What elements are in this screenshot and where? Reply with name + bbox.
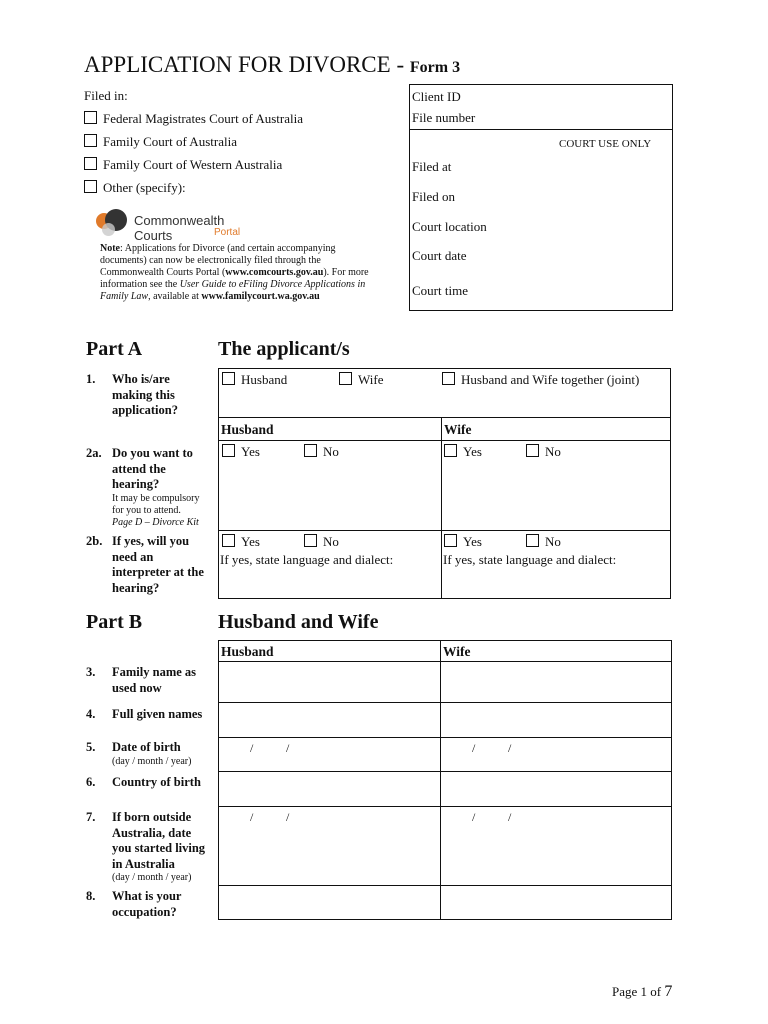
husband-family-name-input[interactable] <box>219 662 439 702</box>
q2a-wife-no[interactable]: No <box>526 444 561 460</box>
filed-on-field[interactable]: Filed on <box>412 189 455 204</box>
checkbox[interactable] <box>84 134 97 147</box>
court-use-only-label: COURT USE ONLY <box>559 138 652 150</box>
checkbox[interactable] <box>84 157 97 170</box>
husband-country-of-birth-input[interactable] <box>219 772 439 806</box>
checkbox[interactable] <box>222 534 235 547</box>
q5-question: Date of birth (day / month / year) <box>112 740 192 767</box>
date-separator: / <box>508 741 512 755</box>
checkbox[interactable] <box>84 180 97 193</box>
court-date-field[interactable]: Court date <box>412 248 467 263</box>
filed-in-label: Filed in: <box>84 88 128 103</box>
q2b-husband-yes[interactable]: Yes <box>222 534 260 550</box>
comcourts-link[interactable]: www.comcourts.gov.au <box>225 267 324 278</box>
filed-at-field[interactable]: Filed at <box>412 159 452 174</box>
husband-given-names-input[interactable] <box>219 703 439 737</box>
checkbox[interactable] <box>442 372 455 385</box>
wife-given-names-input[interactable] <box>441 703 671 737</box>
q2b-husband-language-field[interactable]: If yes, state language and dialect: <box>220 552 394 567</box>
commonwealth-courts-logo: Commonwealth Courts Portal <box>96 209 256 241</box>
filed-in-option-fca[interactable]: Family Court of Australia <box>84 134 237 150</box>
q2a-number: 2a. <box>86 446 102 460</box>
q1-option-wife[interactable]: Wife <box>339 372 383 388</box>
q3-number: 3. <box>86 665 96 679</box>
date-separator: / <box>472 810 476 824</box>
q2a-husband-yes[interactable]: Yes <box>222 444 260 460</box>
checkbox[interactable] <box>84 111 97 124</box>
date-separator: / <box>250 741 254 755</box>
court-use-box <box>409 84 673 311</box>
checkbox[interactable] <box>526 444 539 457</box>
checkbox[interactable] <box>339 372 352 385</box>
q1-option-joint[interactable]: Husband and Wife together (joint) <box>442 372 639 388</box>
court-time-field[interactable]: Court time <box>412 283 468 298</box>
wife-arrival-date-input[interactable] <box>441 807 671 885</box>
q6-question: Country of birth <box>112 775 201 789</box>
wife-occupation-input[interactable] <box>441 886 671 919</box>
q4-number: 4. <box>86 707 96 721</box>
q2b-wife-yes[interactable]: Yes <box>444 534 482 550</box>
wife-family-name-input[interactable] <box>441 662 671 702</box>
checkbox[interactable] <box>444 444 457 457</box>
col-header-husband: Husband <box>221 422 274 437</box>
filed-in-option-fcwa[interactable]: Family Court of Western Australia <box>84 157 282 173</box>
checkbox[interactable] <box>222 444 235 457</box>
filed-in-option-other[interactable]: Other (specify): <box>84 180 186 196</box>
part-a-label: Part A <box>86 338 143 360</box>
q2b-wife-no[interactable]: No <box>526 534 561 550</box>
q2a-question: Do you want to attend the hearing? It may be compulsory for you to attend. Page D – Divorce Kit <box>112 446 200 528</box>
checkbox[interactable] <box>444 534 457 547</box>
wife-country-of-birth-input[interactable] <box>441 772 671 806</box>
q2b-husband-no[interactable]: No <box>304 534 339 550</box>
q2a-husband-no[interactable]: No <box>304 444 339 460</box>
q7-number: 7. <box>86 810 96 824</box>
q1-question: Who is/are making this application? <box>112 372 178 417</box>
date-separator: / <box>472 741 476 755</box>
checkbox[interactable] <box>222 372 235 385</box>
q2a-wife-yes[interactable]: Yes <box>444 444 482 460</box>
file-number-field[interactable]: File number <box>412 110 476 125</box>
date-separator: / <box>250 810 254 824</box>
efiling-note: Note: Applications for Divorce (and certain accompanying documents) can now be electronically filed through the Commonwealth Courts Portal (www.comcourts.gov.au). For more information see the User Guide to eFiling Divorce Applications in Family Law, available at www.familycourt.wa.gov.au <box>100 243 369 302</box>
husband-occupation-input[interactable] <box>219 886 439 919</box>
court-location-field[interactable]: Court location <box>412 219 487 234</box>
checkbox[interactable] <box>526 534 539 547</box>
b-col-header-husband: Husband <box>221 644 274 659</box>
q1-number: 1. <box>86 372 96 386</box>
date-separator: / <box>508 810 512 824</box>
q6-number: 6. <box>86 775 96 789</box>
q1-option-husband[interactable]: Husband <box>222 372 287 388</box>
date-separator: / <box>286 810 290 824</box>
form-number: Form 3 <box>409 59 461 76</box>
q8-number: 8. <box>86 889 96 903</box>
b-col-header-wife: Wife <box>443 644 471 659</box>
checkbox[interactable] <box>304 534 317 547</box>
q5-number: 5. <box>86 740 96 754</box>
filed-in-option-fmc[interactable]: Federal Magistrates Court of Australia <box>84 111 303 127</box>
date-separator: / <box>286 741 290 755</box>
familycourt-link[interactable]: www.familycourt.wa.gov.au <box>201 291 320 302</box>
q8-question: What is your occupation? <box>112 889 182 919</box>
client-id-field[interactable]: Client ID <box>412 89 461 104</box>
q2b-number: 2b. <box>86 534 103 548</box>
part-a-heading: The applicant/s <box>218 338 350 360</box>
part-b-heading: Husband and Wife <box>218 611 379 633</box>
q2b-question: If yes, will you need an interpreter at the hearing? <box>112 534 204 595</box>
page-title: APPLICATION FOR DIVORCE - Form 3 <box>84 52 461 77</box>
q2b-wife-language-field[interactable]: If yes, state language and dialect: <box>443 552 617 567</box>
page-number: Page 1 of 7 <box>612 983 673 1000</box>
q7-question: If born outside Australia, date you started living in Australia (day / month / year) <box>112 810 206 883</box>
q4-question: Full given names <box>112 707 203 721</box>
logo-circle-icon <box>102 223 115 236</box>
checkbox[interactable] <box>304 444 317 457</box>
wife-dob-input[interactable] <box>441 738 671 771</box>
part-b-label: Part B <box>86 611 143 633</box>
col-header-wife: Wife <box>444 422 472 437</box>
q3-question: Family name as used now <box>112 665 197 695</box>
